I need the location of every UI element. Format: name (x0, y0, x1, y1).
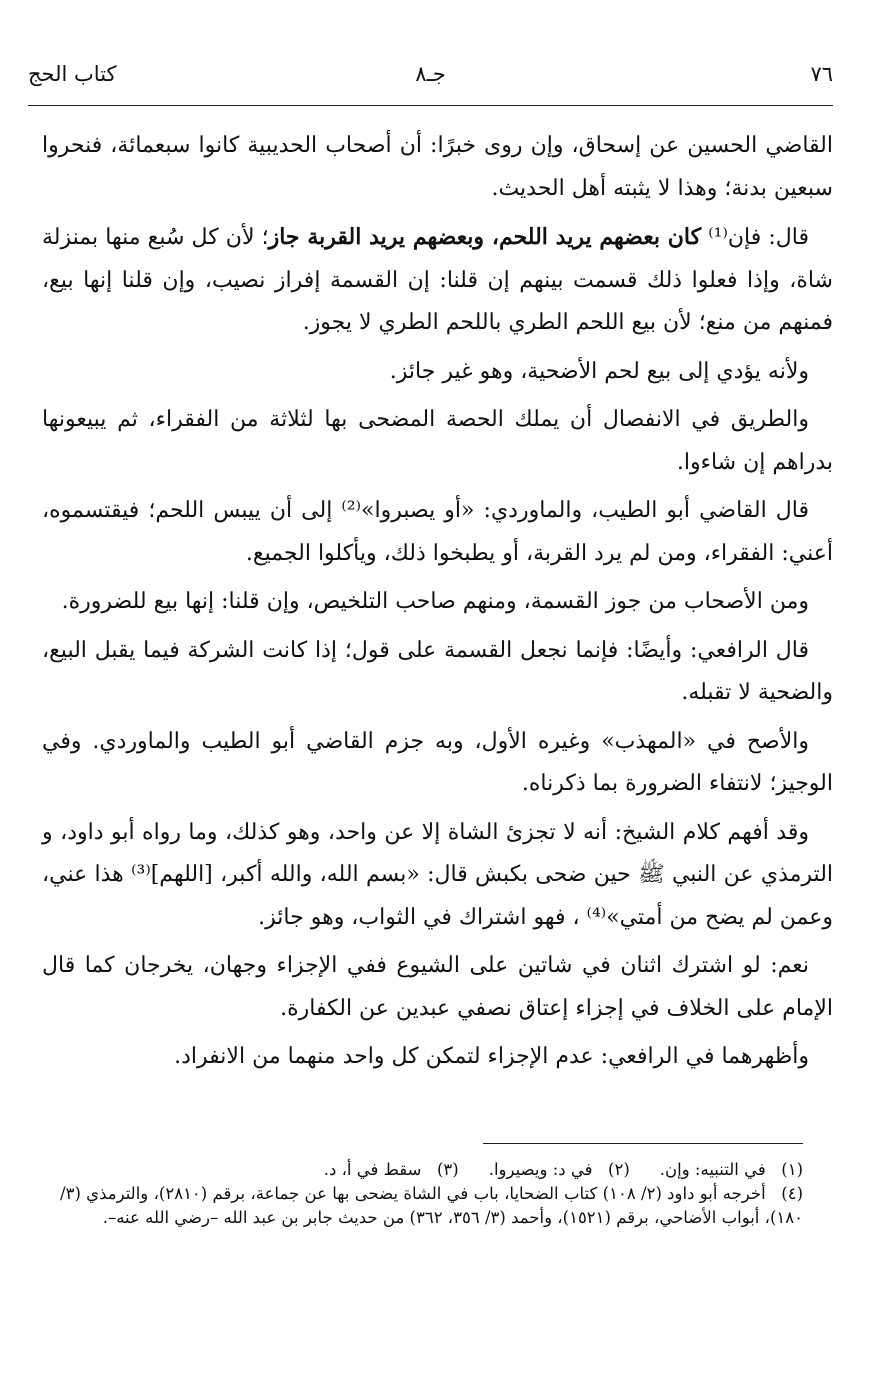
footnote-3 (324, 1158, 459, 1182)
footnote-number: (١) (781, 1160, 803, 1179)
footnote-text: أخرجه أبو داود (٢/ ١٠٨) كتاب الضحايا، باب في الشاة يضحى بها عن جماعة، برقم (٢٨١٠)، والترمذي (٣/ ١٨٠)، أبواب الأضاحي، برقم (١٥٢١)، وأحمد (٣/ ٣٥٦، ٣٦٢) من حديث جابر بن عبد الله –رضي الله عنه–. (60, 1184, 803, 1227)
paragraph: وقد أفهم كلام الشيخ: أنه لا تجزئ الشاة إلا عن واحد، وهو كذلك، وما رواه أبو داود، و الترمذي عن النبي ﷺ حين ضحى بكبش قال: «بسم الله، والله أكبر، [اللهم]⁽³⁾ هذا عني، وعمن لم يضح من أمتي»⁽⁴⁾ ، فهو اشتراك في الثواب، وهو جائز. (42, 819, 834, 930)
paragraph: والأصح في «المهذب» وغيره الأول، وبه جزم القاضي أبو الطيب والماوردي. وفي الوجيز؛ لانتفاء الضرورة بما ذكرناه. (42, 728, 833, 796)
page-number: ٧٦ (810, 62, 833, 86)
paragraph: قال القاضي أبو الطيب، والماوردي: «أو يصبروا»⁽²⁾ إلى أن ييبس اللحم؛ فيقتسموه، أعني: الفقراء، ومن لم يرد القربة، أو يطبخوا ذلك، ويأكلوا الجميع. (42, 498, 833, 566)
paragraph: القاضي الحسين عن إسحاق، وإن روى خبرًا: أن أصحاب الحديبية كانوا سبعمائة، فنحروا سبعين بدنة؛ وهذا لا يثبته أهل الحديث. (42, 133, 833, 201)
footnote-4 (60, 1182, 803, 1230)
footnote-text: في د: ويصيروا. (488, 1160, 593, 1179)
footnotes (60, 1158, 803, 1230)
paragraph: ومن الأصحاب من جوز القسمة، ومنهم صاحب التلخيص، وإن قلنا: إنها بيع للضرورة. (61, 589, 809, 614)
paragraph: والطريق في الانفصال أن يملك الحصة المضحى بها لثلاثة من الفقراء، ثم يبيعونها بدراهم إن شاءوا. (42, 407, 833, 475)
footnote-number: (٢) (608, 1160, 630, 1179)
book-title: كتاب الحج (28, 62, 117, 86)
matn-quote: كان بعضهم يريد اللحم، وبعضهم يريد القربة جاز (268, 224, 702, 250)
footnote-text: في التنبيه: وإن. (659, 1160, 766, 1179)
footnote-number: (٣) (436, 1160, 459, 1179)
footnote-1 (660, 1158, 803, 1182)
header-rule (28, 105, 833, 106)
paragraph: نعم: لو اشترك اثنان في شاتين على الشيوع ففي الإجزاء وجهان، يخرجان كما قال الإمام على الخلاف في إجزاء إعتاق نصفي عبدين عن الكفارة. (42, 953, 833, 1021)
paragraph: قال الرافعي: وأيضًا: فإنما نجعل القسمة على قول؛ إذا كانت الشركة فيما يقبل البيع، والضحية لا تقبله. (42, 637, 833, 705)
main-text (42, 125, 833, 1079)
footnote-2 (489, 1158, 630, 1182)
footnote-text: سقط في أ، د. (323, 1160, 422, 1179)
paragraph-lead: قال: فإن⁽¹⁾ (701, 225, 809, 250)
paragraph: ولأنه يؤدي إلى بيع لحم الأضحية، وهو غير جائز. (389, 358, 809, 384)
footnote-number: (٤) (781, 1184, 803, 1203)
paragraph-rest: ؛ لأن كل سُبع منها بمنزلة شاة، وإذا فعلوا ذلك قسمت بينهم إن قلنا: إن القسمة إفراز نصيب، وإن قلنا إنها بيع، فمنهم من منع؛ لأن بيع اللحم الطري باللحم الطري لا يجوز. (42, 225, 833, 335)
paragraph (42, 216, 833, 345)
paragraph: وأظهرهما في الرافعي: عدم الإجزاء لتمكن كل واحد منهما من الانفراد. (174, 1044, 809, 1069)
footnote-row (60, 1158, 803, 1182)
volume-number: جـ٨ (415, 62, 446, 86)
footnote-rule (483, 1143, 803, 1144)
page-header (28, 62, 833, 100)
